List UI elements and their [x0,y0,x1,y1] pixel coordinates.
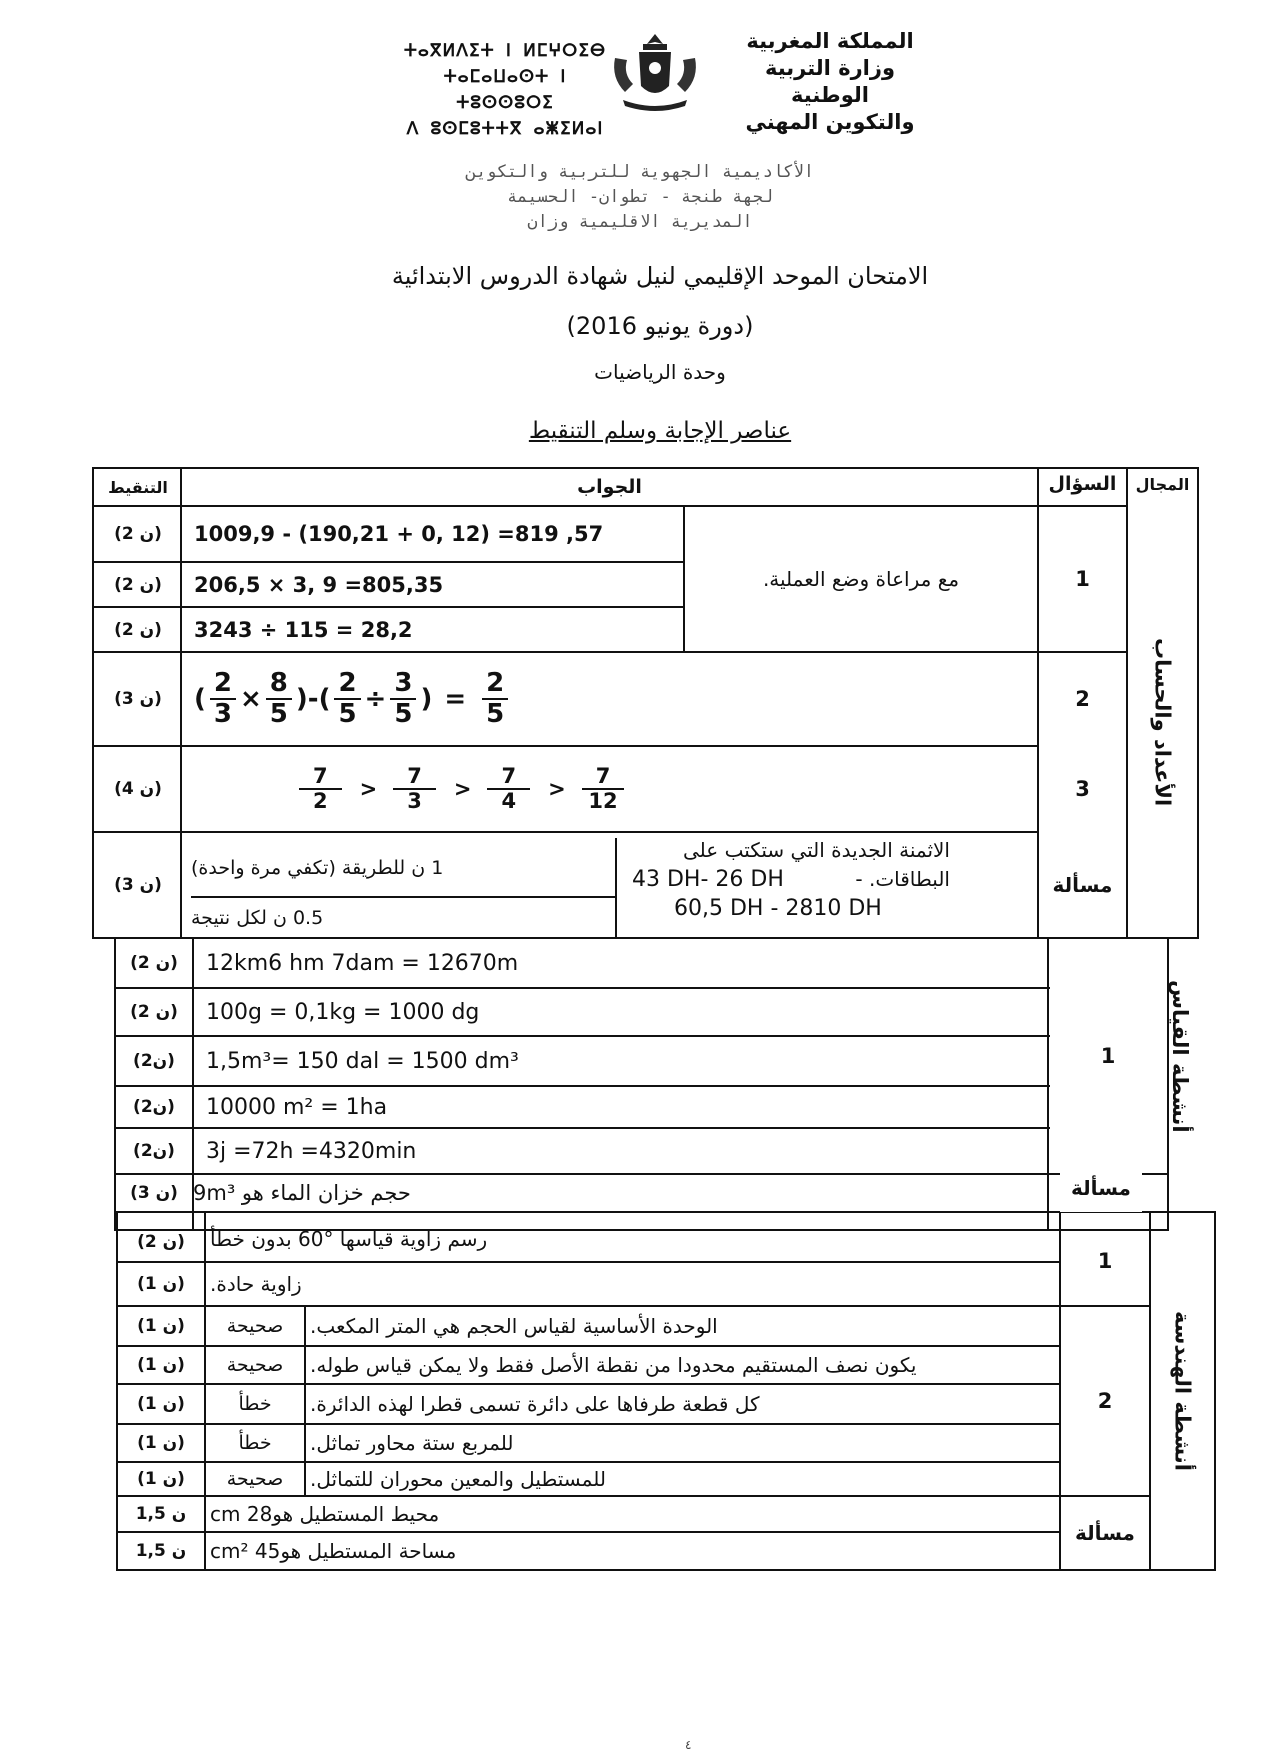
statement-cell: الوحدة الأساسية لقياس الحجم هي المتر المكعب. [310,1314,718,1338]
score-cell: (ن2) [133,1097,175,1117]
fraction: $\frac{7}{12}$ [582,765,625,813]
score-cell: (2 ن) [114,574,162,595]
score-cell: (ن 1) [137,1394,185,1414]
academy-line: المديرية الاقليمية وزان [527,212,753,232]
question-label: مسألة [1052,873,1113,897]
statement-cell: للمربع ستة محاور تماثل. [310,1431,514,1455]
score-cell: (ن 1) [137,1274,185,1294]
conversion-answer: 12km6 hm 7dam = 12670m [206,950,519,976]
score-cell: (ن 2) [137,1232,185,1252]
question-number: 3 [1075,777,1090,801]
tifinagh-line: ⵜⴰⴳⵍⴷⵉⵜ ⵏ ⵍⵎⵖⵔⵉⴱ [403,41,607,61]
verdict-cell: صحيحة [226,1315,284,1337]
score-cell: (ن 3) [130,1183,178,1203]
answer-key-subtitle [400,418,920,444]
fraction: $\frac{7}{3}$ [393,765,436,813]
academy-line: لجهة طنجة - تطوان- الحسيمة [506,187,774,207]
operator: × [239,684,262,714]
operation-answer: 1009,9 - (190,21 + 0, 12) =819 ,57 [194,522,604,546]
score-cell: (2 ن) [114,619,162,640]
fraction: $\frac{2}{3}$ [210,669,236,728]
conversion-answer: 10000 m² = 1ha [206,1094,388,1120]
academy-line: الأكاديمية الجهوية للتربية والتكوين [466,162,814,182]
domain-label: الأعداد والحساب [1150,637,1175,807]
domain-label: أنشطة القياس [1168,979,1192,1133]
score-cell: (ن 1) [137,1433,185,1453]
verdict-cell: صحيحة [226,1354,284,1376]
score-cell: ن 1,5 [135,1541,187,1561]
score-cell: (ن 1) [137,1355,185,1375]
operator: = [444,684,467,714]
score-cell: (3 ن) [114,689,162,709]
tifinagh-line: ⴷ ⵓⵙⵎⵓⵜⵜⴳ ⴰⵥⵉⵍⴰⵏ [406,119,604,139]
paren: ( [318,684,331,714]
statement-cell: يكون نصف المستقيم محدودا من نقطة الأصل فقط ولا يمكن قياس طوله. [310,1353,917,1377]
paren: ( [194,684,206,714]
conversion-answer: 3j =72h =4320min [206,1138,417,1164]
fraction: $\frac{7}{2}$ [299,765,342,813]
score-cell: (3 ن) [114,875,162,895]
fraction: $\frac{3}{5}$ [390,669,416,728]
score-cell: (ن 1) [137,1316,185,1336]
fraction: $\frac{8}{5}$ [266,669,292,728]
operations-note: مع مراعاة وضع العملية. [762,567,960,591]
domain-geometry [1150,1212,1215,1570]
operator: > [548,777,566,801]
question-label: مسألة [1060,1164,1142,1212]
question-number: 2 [1097,1389,1113,1413]
operator: > [453,777,472,801]
question-number: 1 [1100,1044,1116,1068]
conversion-answer: 100g = 0,1kg = 1000 dg [206,999,480,1025]
operator: ÷ [364,684,387,714]
answer-header: الجواب [577,476,642,498]
question-number: 2 [1075,687,1090,711]
tifinagh-line: ⵜⴰⵎⴰⵡⴰⵙⵜ ⵏ ⵜⵓⵙⵙⵓⵔⵉ [443,67,567,113]
royal-crest-icon [605,28,705,116]
domain-label: أنشطة الهندسة [1170,1311,1195,1471]
verdict-cell: صحيحة [226,1468,284,1490]
price-values: 60,5 DH - 2810 DH [674,896,882,921]
problem-text: البطاقات. - [855,867,950,891]
price-values: 43 DH- 26 DH [632,867,784,892]
paren: ) [420,684,433,714]
fraction: $\frac{2}{5}$ [482,669,508,728]
tank-volume-answer: حجم خزان الماء هو 9m³ [193,1181,411,1205]
operation-answer: 3243 ÷ 115 = 28,2 [194,617,413,642]
score-cell: (2 ن) [114,524,162,544]
statement-cell: للمستطيل والمعين محوران للتماثل. [310,1467,606,1491]
ordering-expression [295,746,1035,832]
paren: ) [295,684,308,714]
kingdom-line: والتكوين المهني [745,110,915,134]
exam-title: الامتحان الموحد الإقليمي لنيل شهادة الدروس الابتدائية [391,262,929,290]
verdict-cell: خطأ [238,1393,272,1415]
subtitle-text: عناصر الإجابة وسلم التنقيط [528,418,792,444]
operation-answer: 206,5 × 3, 9 =805,35 [194,572,444,597]
fraction: $\frac{7}{4}$ [487,765,530,813]
fraction: $\frac{2}{5}$ [334,669,360,728]
question-number: 1 [1075,567,1090,591]
domain-numbers [1127,506,1198,938]
problem-answer [620,836,950,923]
score-header: التنقيط [108,477,168,497]
tifinagh-header [400,38,610,142]
question-number: 1 [1097,1249,1113,1273]
kingdom-header [725,28,935,136]
problem-text: الاثمنة الجديدة التي ستكتب على [683,838,950,862]
domain-measure [1145,938,1215,1174]
score-cell: ن 1,5 [135,1504,187,1524]
fraction-expression [194,652,1038,746]
perimeter-answer: محيط المستطيل هو28 cm [210,1502,440,1526]
score-cell: (ن 1) [137,1469,185,1489]
exam-session: (دورة يونيو 2016) [566,312,754,340]
conversion-answer: 1,5m³= 150 dal = 1500 dm³ [206,1048,519,1074]
operator: > [359,777,378,801]
question-label: مسألة [1075,1521,1135,1545]
verdict-cell: خطأ [238,1432,272,1454]
score-cell: (ن2) [133,1051,175,1071]
score-cell: (4 ن) [114,779,162,799]
exam-unit: وحدة الرياضيات [594,360,726,384]
question-header: السؤال [1048,473,1117,495]
score-cell: (2 ن) [130,1002,178,1022]
domain-header: المجال [1135,474,1190,494]
score-cell: (2 ن) [130,953,178,973]
angle-answer: رسم زاوية قياسها °60 بدون خطأ [210,1227,488,1251]
footer-mark: ٤ [685,1738,692,1752]
problem-result-score: 0.5 ن لكل نتيجة [191,906,324,929]
kingdom-line: وزارة التربية الوطنية [764,56,896,107]
angle-answer: زاوية حادة. [210,1272,302,1296]
area-answer: مساحة المستطيل هو45 cm² [210,1539,457,1563]
kingdom-line: المملكة المغربية [746,29,914,53]
statement-cell: كل قطعة طرفاها على دائرة تسمى قطرا لهذه الدائرة. [310,1392,760,1416]
score-cell: (ن2) [133,1141,175,1161]
operator: - [307,684,319,714]
academy-block [380,160,900,235]
problem-method-score: 1 ن للطريقة (تكفي مرة واحدة) [191,856,444,879]
